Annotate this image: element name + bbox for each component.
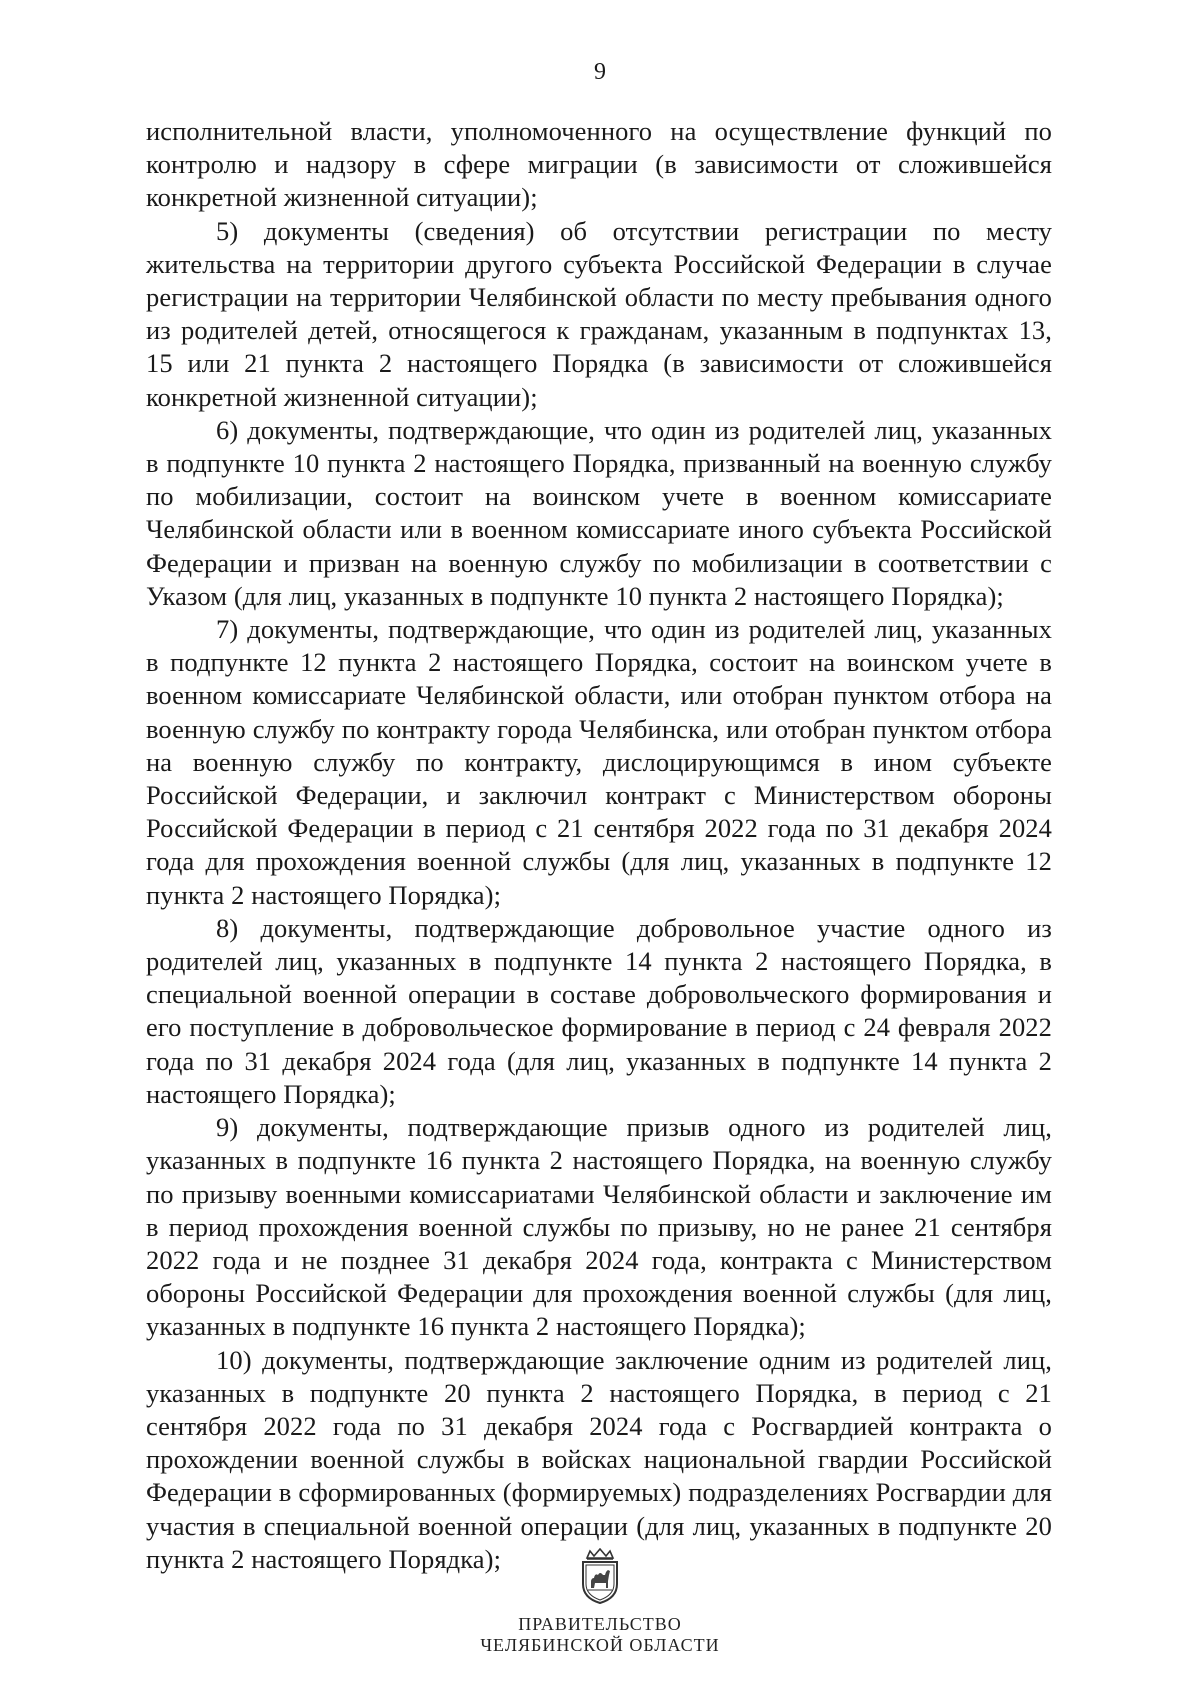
government-footer xyxy=(0,1548,1200,1656)
paragraph-item-10: 10) документы, подтверждающие заключение одним из родителей лиц, указанных в подпункте 20 пункта 2 настоящего Порядка, в период с 21 сентября 2022 года по 31 декабря 2024 года с Росгвардией контракта о прохождении военной службы в войсках национальной гвардии Российской Федерации в сформированных (формируемых) подразделениях Росгвардии для участия в специальной военной операции (для лиц, указанных в подпункте 20 пункта 2 настоящего Порядка); xyxy=(146,1344,1052,1574)
paragraph-item-7: 7) документы, подтверждающие, что один из родителей лиц, указанных в подпункте 12 пункта 2 настоящего Порядка, состоит на воинском учете в военном комиссариате Челябинской области, или отобран пунктом отбора на военную службу по контракту города Челябинска, или отобран пунктом отбора на военную службу по контракту, дислоцирующимся в ином субъекте Российской Федерации, и заключил контракт с Министерством обороны Российской Федерации в период с 21 сентября 2022 года по 31 декабря 2024 года для прохождения военной службы (для лиц, указанных в подпункте 12 пункта 2 настоящего Порядка); xyxy=(146,614,1052,910)
paragraph-item-6: 6) документы, подтверждающие, что один из родителей лиц, указанных в подпункте 10 пункта 2 настоящего Порядка, призванный на военную службу по мобилизации, состоит на воинском учете в военном комиссариате Челябинской области или в военном комиссариате иного субъекта Российской Федерации и призван на военную службу по мобилизации в соответствии с Указом (для лиц, указанных в подпункте 10 пункта 2 настоящего Порядка); xyxy=(146,414,1052,611)
paragraph-item-5: 5) документы (сведения) об отсутствии регистрации по месту жительства на территории другого субъекта Российской Федерации в случае регистрации на территории Челябинской области по месту пребывания одного из родителей детей, относящегося к гражданам, указанным в подпунктах 13, 15 или 21 пункта 2 настоящего Порядка (в зависимости от сложившейся конкретной жизненной ситуации); xyxy=(146,215,1052,412)
footer-region-title: ЧЕЛЯБИНСКОЙ ОБЛАСТИ xyxy=(480,1635,720,1655)
footer-government-title: ПРАВИТЕЛЬСТВО xyxy=(518,1614,682,1634)
paragraph-item-8: 8) документы, подтверждающие добровольное участие одного из родителей лиц, указанных в подпункте 14 пункта 2 настоящего Порядка, в специальной военной операции в составе добровольческого формирования и его поступление в добровольческое формирование в период с 24 февраля 2022 года по 31 декабря 2024 года (для лиц, указанных в подпункте 14 пункта 2 настоящего Порядка); xyxy=(146,912,1052,1109)
page-number: 9 xyxy=(594,59,606,85)
document-body xyxy=(146,115,1052,1576)
paragraph-item-9: 9) документы, подтверждающие призыв одного из родителей лиц, указанных в подпункте 16 пункта 2 настоящего Порядка, на военную службу по призыву военными комиссариатами Челябинской области и заключение им в период прохождения военной службы по призыву, но не ранее 21 сентября 2022 года и не позднее 31 декабря 2024 года, контракта с Министерством обороны Российской Федерации для прохождения военной службы (для лиц, указанных в подпункте 16 пункта 2 настоящего Порядка); xyxy=(146,1112,1052,1342)
coat-of-arms-icon xyxy=(577,1548,623,1604)
paragraph-continuation: исполнительной власти, уполномоченного на осуществление функций по контролю и надзору в сфере миграции (в зависимости от сложившейся конкретной жизненной ситуации); xyxy=(146,116,1052,213)
